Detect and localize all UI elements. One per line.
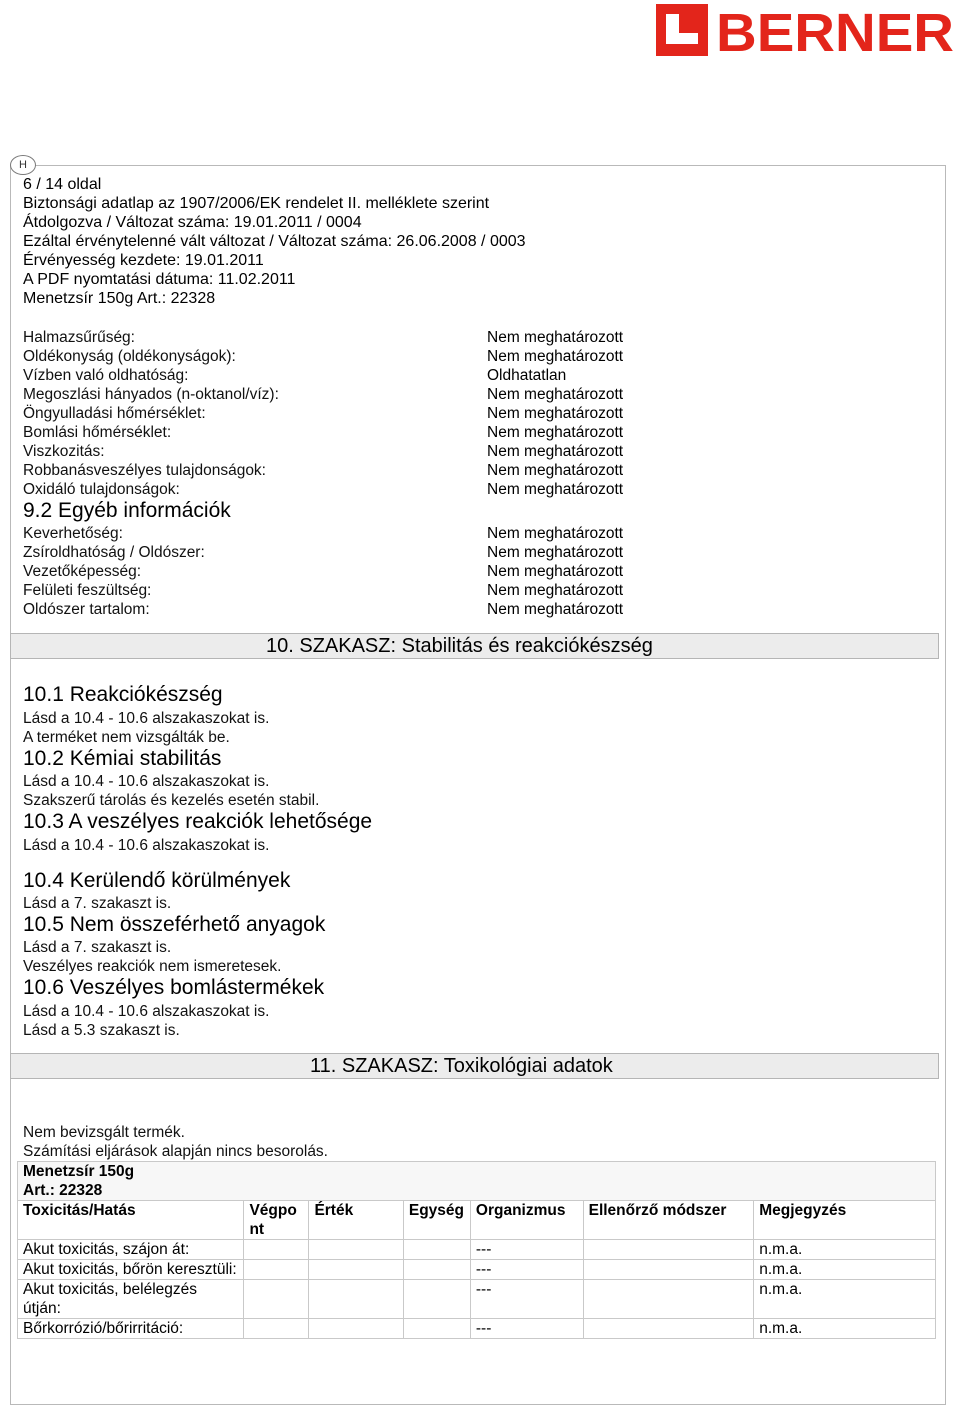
- tox-product-art: Art.: 22328: [23, 1182, 103, 1199]
- subsection-text: Veszélyes reakciók nem ismeretesek.: [23, 958, 282, 975]
- subsection-text: Szakszerű tárolás és kezelés esetén stabil.: [23, 792, 320, 809]
- organism-cell: ---: [470, 1319, 583, 1339]
- other-info-heading: 9.2 Egyéb információk: [23, 499, 231, 522]
- section-11-title: 11. SZAKASZ: Toxikológiai adatok: [310, 1055, 613, 1077]
- section-11-bar: [10, 1053, 939, 1079]
- tox-intro: Számítási eljárások alapján nincs besorolás.: [23, 1143, 328, 1160]
- note-cell: n.m.a.: [754, 1260, 936, 1280]
- column-header: Toxicitás/Hatás: [18, 1201, 244, 1240]
- effect-cell: Akut toxicitás, szájon át:: [18, 1240, 244, 1260]
- prop-label: Felületi feszültség:: [23, 582, 152, 599]
- subsection-heading: 10.6 Veszélyes bomlástermékek: [23, 976, 325, 999]
- column-header: Végpont: [244, 1201, 309, 1240]
- table-row: [18, 1260, 936, 1280]
- prop-value: Nem meghatározott: [487, 386, 624, 403]
- subsection-text: Lásd a 7. szakaszt is.: [23, 939, 172, 956]
- prop-value: Nem meghatározott: [487, 481, 624, 498]
- prop-label: Viszkozitás:: [23, 443, 105, 460]
- prop-label: Oxidáló tulajdonságok:: [23, 481, 180, 498]
- prop-label: Megoszlási hányados (n-oktanol/víz):: [23, 386, 279, 403]
- table-row: [18, 1240, 936, 1260]
- prop-label: Robbanásveszélyes tulajdonságok:: [23, 462, 266, 479]
- prop-label: Oldékonyság (oldékonyságok):: [23, 348, 236, 365]
- prop-label: Keverhetőség:: [23, 525, 123, 542]
- section-10-title: 10. SZAKASZ: Stabilitás és reakciókészség: [266, 635, 653, 657]
- tox-intro: Nem bevizsgált termék.: [23, 1124, 185, 1141]
- note-cell: n.m.a.: [754, 1280, 936, 1319]
- prop-label: Halmazsűrűség:: [23, 329, 135, 346]
- prop-value: Oldhatatlan: [487, 367, 567, 384]
- subsection-heading: 10.4 Kerülendő körülmények: [23, 869, 291, 892]
- language-badge: H: [10, 155, 36, 175]
- supersedes-line: Ezáltal érvénytelenné vált változat / Változat száma: 26.06.2008 / 0003: [23, 233, 526, 250]
- table-header-row: [18, 1201, 936, 1240]
- effect-cell: Akut toxicitás, belélegzés útján:: [18, 1280, 244, 1319]
- regulation-line: Biztonsági adatlap az 1907/2006/EK rendelet II. melléklete szerint: [23, 195, 490, 212]
- subsection-heading: 10.2 Kémiai stabilitás: [23, 747, 222, 770]
- note-cell: n.m.a.: [754, 1240, 936, 1260]
- prop-value: Nem meghatározott: [487, 329, 624, 346]
- pdf-date-line: A PDF nyomtatási dátuma: 11.02.2011: [23, 271, 296, 288]
- prop-value: Nem meghatározott: [487, 462, 624, 479]
- organism-cell: ---: [470, 1280, 583, 1319]
- prop-value: Nem meghatározott: [487, 525, 624, 542]
- page-number: 6 / 14 oldal: [23, 176, 102, 193]
- prop-value: Nem meghatározott: [487, 443, 624, 460]
- subsection-text: Lásd a 10.4 - 10.6 alszakaszokat is.: [23, 710, 270, 727]
- prop-value: Nem meghatározott: [487, 563, 624, 580]
- prop-value: Nem meghatározott: [487, 424, 624, 441]
- subsection-text: Lásd a 10.4 - 10.6 alszakaszokat is.: [23, 837, 270, 854]
- table-row: [18, 1280, 936, 1319]
- table-row: [18, 1162, 936, 1201]
- prop-value: Nem meghatározott: [487, 582, 624, 599]
- column-header: Megjegyzés: [754, 1201, 936, 1240]
- organism-cell: ---: [470, 1240, 583, 1260]
- column-header: Organizmus: [470, 1201, 583, 1240]
- table-row: [18, 1319, 936, 1339]
- prop-value: Nem meghatározott: [487, 601, 624, 618]
- note-cell: n.m.a.: [754, 1319, 936, 1339]
- tox-product-name: Menetzsír 150g: [23, 1163, 135, 1180]
- revision-line: Átdolgozva / Változat száma: 19.01.2011 / 0004: [23, 214, 362, 231]
- section-10-bar: [10, 633, 939, 659]
- prop-label: Oldószer tartalom:: [23, 601, 150, 618]
- subsection-text: A terméket nem vizsgálták be.: [23, 729, 230, 746]
- prop-label: Öngyulladási hőmérséklet:: [23, 405, 206, 422]
- prop-value: Nem meghatározott: [487, 348, 624, 365]
- subsection-text: Lásd a 10.4 - 10.6 alszakaszokat is.: [23, 1003, 270, 1020]
- prop-label: Vezetőképesség:: [23, 563, 142, 580]
- prop-label: Vízben való oldhatóság:: [23, 367, 189, 384]
- subsection-heading: 10.3 A veszélyes reakciók lehetősége: [23, 810, 373, 833]
- column-header: Egység: [403, 1201, 470, 1240]
- valid-from-line: Érvényesség kezdete: 19.01.2011: [23, 252, 264, 269]
- effect-cell: Bőrkorrózió/bőrirritáció:: [18, 1319, 244, 1339]
- subsection-text: Lásd a 5.3 szakaszt is.: [23, 1022, 180, 1039]
- toxicity-table: [17, 1161, 936, 1339]
- product-line: Menetzsír 150g Art.: 22328: [23, 290, 216, 307]
- subsection-text: Lásd a 10.4 - 10.6 alszakaszokat is.: [23, 773, 270, 790]
- subsection-text: Lásd a 7. szakaszt is.: [23, 895, 172, 912]
- prop-label: Bomlási hőmérséklet:: [23, 424, 172, 441]
- subsection-heading: 10.5 Nem összeférhető anyagok: [23, 913, 326, 936]
- logo-wordmark: BERNER: [716, 3, 954, 58]
- organism-cell: ---: [470, 1260, 583, 1280]
- prop-value: Nem meghatározott: [487, 544, 624, 561]
- berner-logo: [656, 2, 956, 58]
- column-header: Ellenőrző módszer: [583, 1201, 754, 1240]
- prop-label: Zsíroldhatóság / Oldószer:: [23, 544, 205, 561]
- subsection-heading: 10.1 Reakciókészség: [23, 683, 223, 706]
- prop-value: Nem meghatározott: [487, 405, 624, 422]
- effect-cell: Akut toxicitás, bőrön keresztüli:: [18, 1260, 244, 1280]
- column-header: Érték: [309, 1201, 403, 1240]
